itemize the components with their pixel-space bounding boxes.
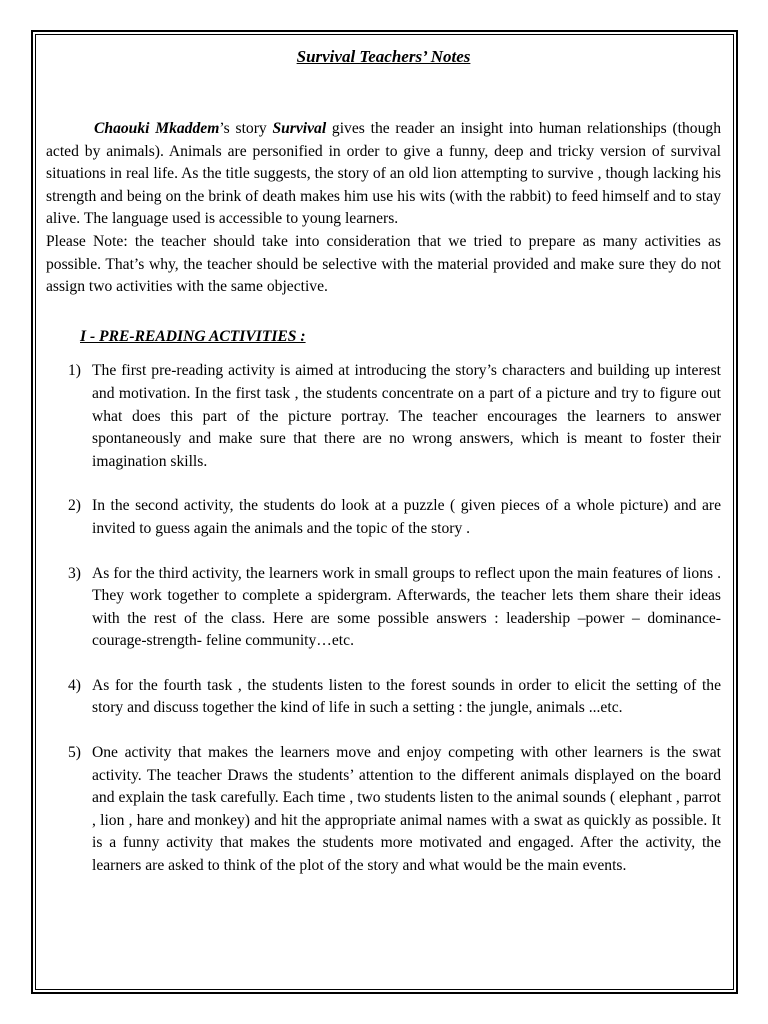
activity-number: 4) (68, 676, 81, 694)
list-item (46, 495, 721, 540)
intro-possessive: ’s story (219, 120, 273, 137)
activity-text: In the second activity, the students do look at a puzzle ( given pieces of a whole picture) and are invited to guess again the animals and the topic of the story . (92, 497, 721, 537)
teacher-note: Please Note: the teacher should take into consideration that we tried to prepare as many activities as possible. That’s why, the teacher should be selective with the material provided and make sure they do not assign two activities with the same objective. (46, 232, 721, 296)
section-heading-pre-reading: I - PRE-READING ACTIVITIES : (80, 327, 306, 345)
activity-text: One activity that makes the learners move and enjoy competing with other learners is the swat activity. The teacher Draws the students’ attention to the different animals displayed on the board and explain the task carefully. Each time , two students listen to the animal sounds ( elephant , parrot , lion , hare and monkey) and hit the appropriate animal names with a swat as quickly as possible. It is a funny activity that makes the students more motivated and engaged. After the activity, the learners are asked to think of the plot of the story and what would be the main events. (92, 744, 721, 875)
intro-text: gives the reader an insight into human relationships (though acted by animals). Animals are personified in order to give a funny, deep and tricky version of survival situations in real life. As the title suggests, the story of an old lion attempting to survive , though lacking his strength and being on the brink of death makes him use his wits (with the rabbit) to feed himself and to stay alive. The language used is accessible to young learners. (46, 120, 721, 228)
story-title: Survival (272, 120, 327, 137)
activity-number: 3) (68, 564, 81, 582)
activity-list (46, 360, 721, 877)
author-name: Chaouki Mkaddem (94, 120, 220, 137)
list-item (46, 563, 721, 653)
activity-number: 2) (68, 497, 81, 515)
list-item (46, 675, 721, 720)
activity-number: 5) (68, 744, 81, 762)
activity-number: 1) (68, 362, 81, 380)
activity-text: As for the fourth task , the students listen to the forest sounds in order to elicit the setting of the story and discuss together the kind of life in such a setting : the jungle, animals ...etc. (92, 676, 721, 717)
activity-text: As for the third activity, the learners work in small groups to reflect upon the main features of lions . They work together to complete a spidergram. Afterwards, the teacher lets them share their ideas with the rest of the class. Here are some possible answers : leadership –power – dominance- courage-strength- feline community…etc. (92, 564, 721, 650)
document-title: Survival Teachers’ Notes (296, 47, 471, 66)
intro-paragraph (46, 118, 721, 231)
list-item (46, 742, 721, 878)
list-item (46, 360, 721, 473)
activity-text: The first pre-reading activity is aimed at introducing the story’s characters and building up interest and motivation. In the first task , the students concentrate on a part of a picture and try to figure out what does this part of the picture portray. The teacher encourages the learners to answer spontaneously and make sure that there are no wrong answers, which is meant to foster their imagination skills. (92, 362, 721, 470)
document-body (46, 46, 721, 900)
